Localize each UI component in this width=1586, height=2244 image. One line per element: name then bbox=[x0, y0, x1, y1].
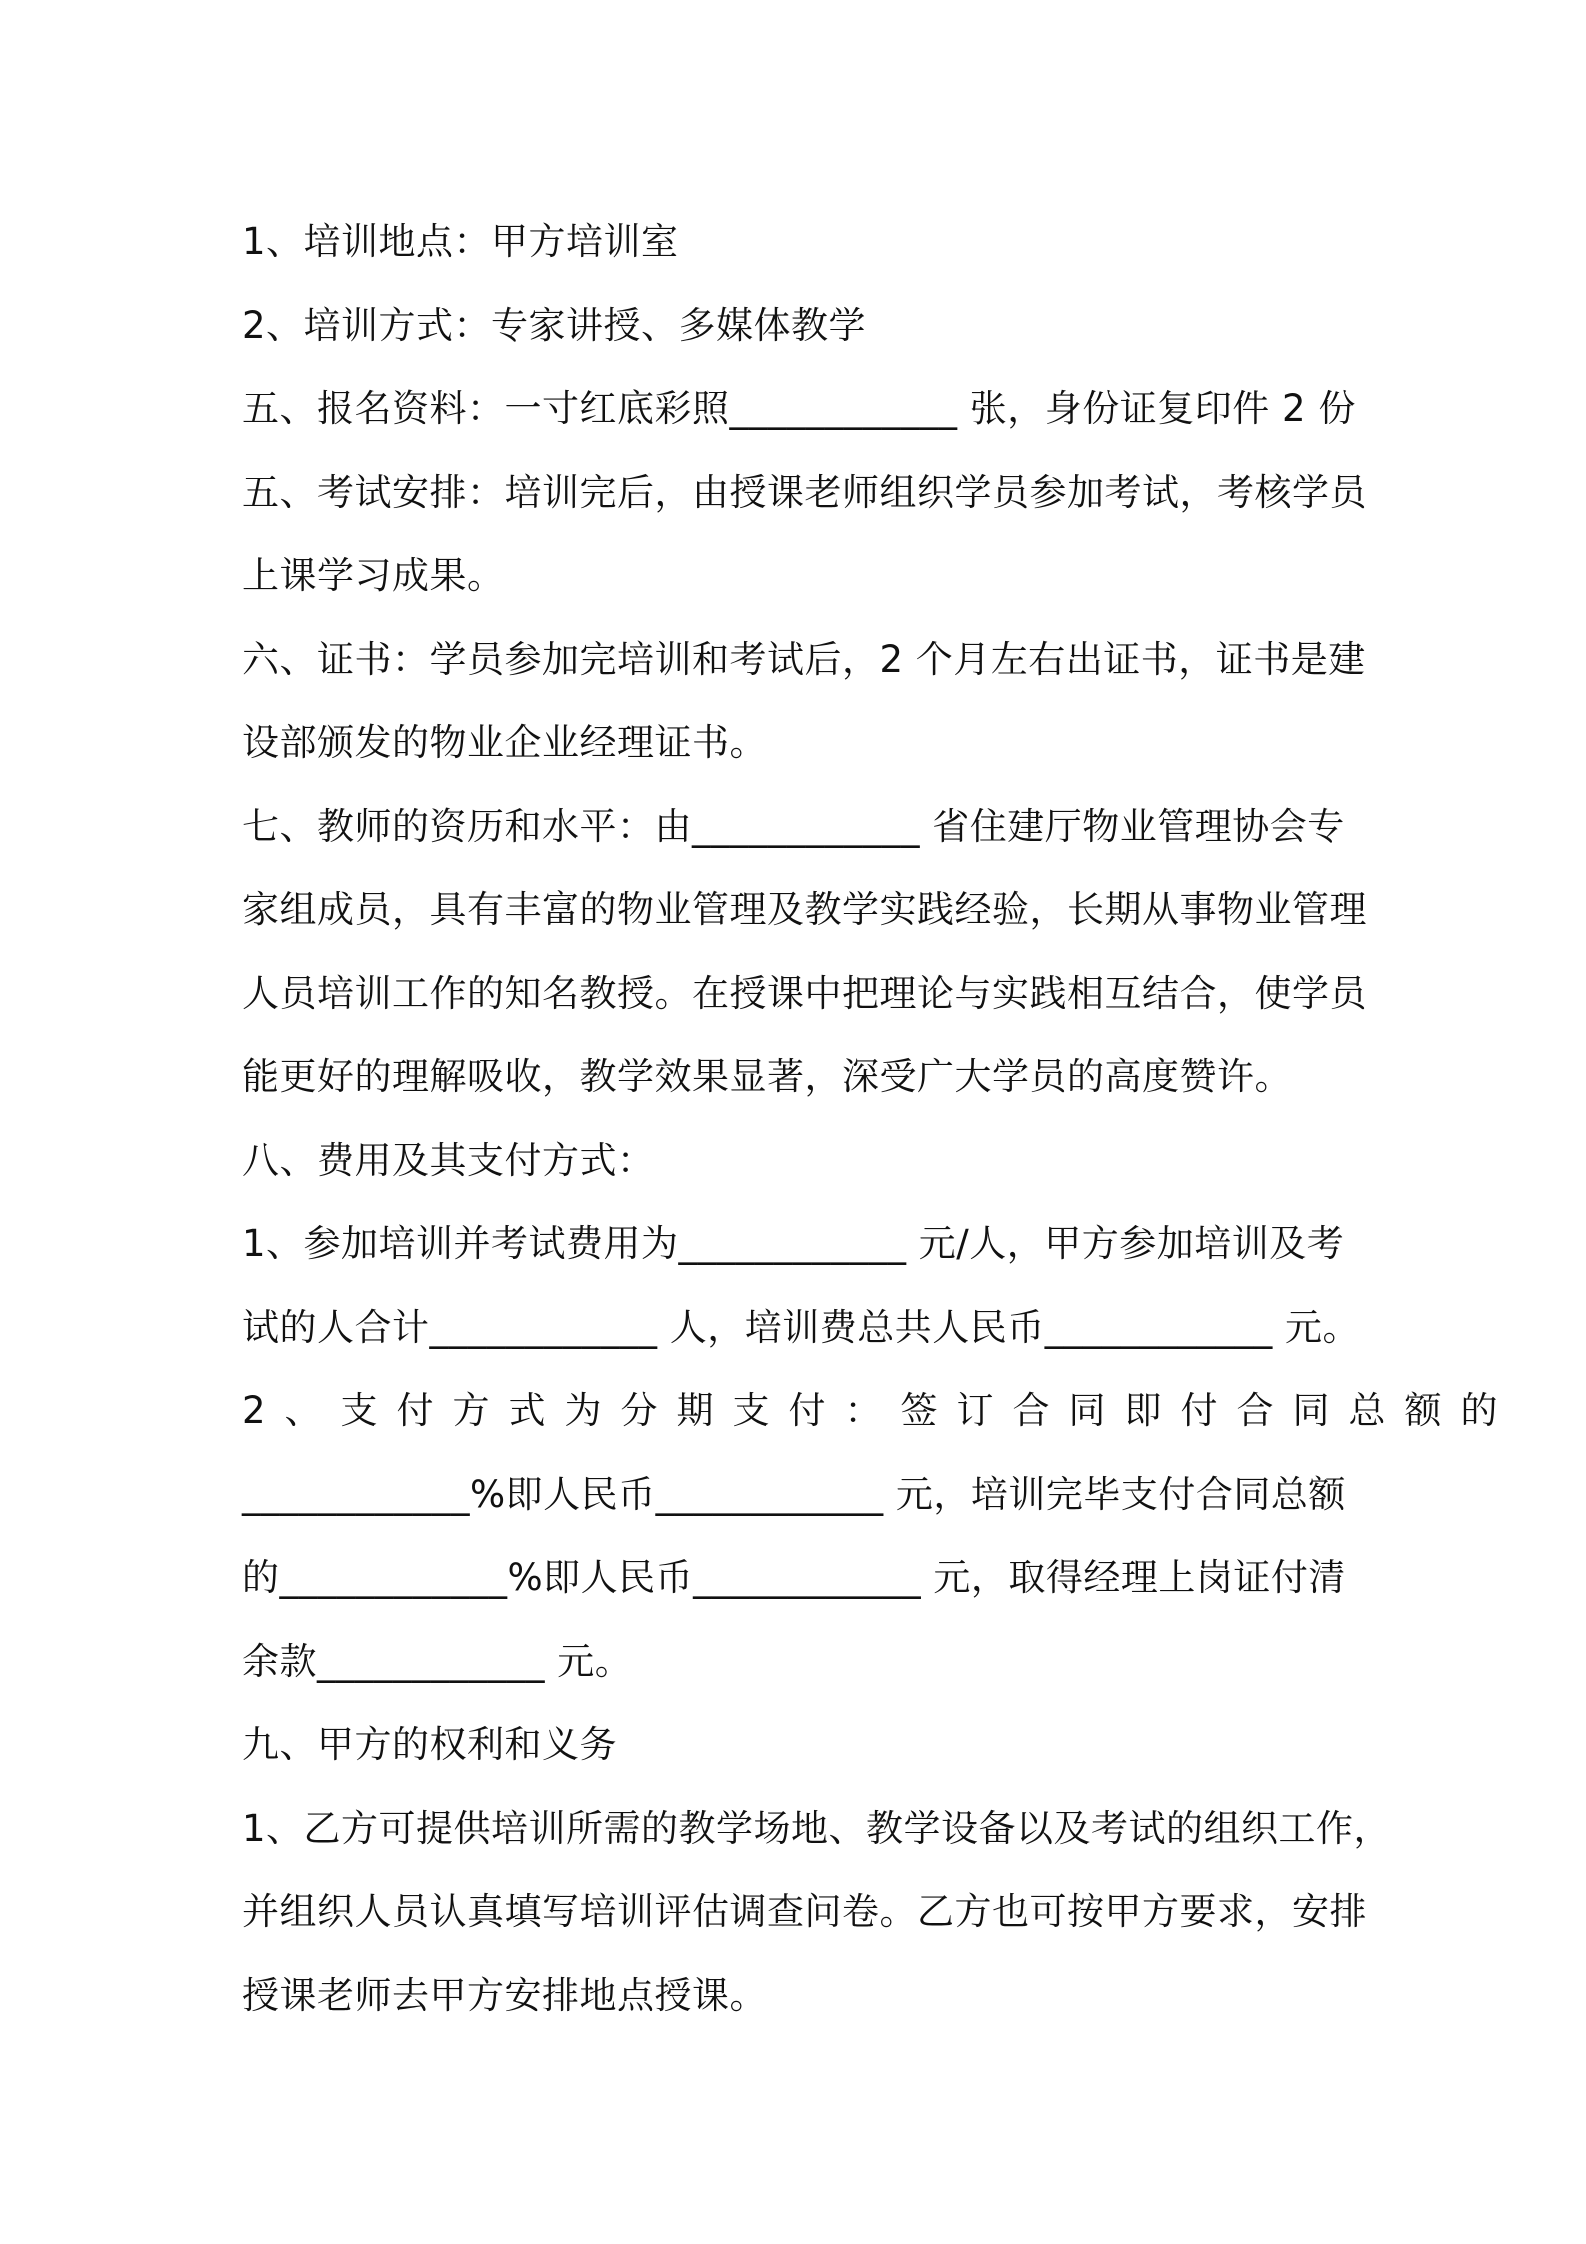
text-line: 七、教师的资历和水平：由____________ 省住建厅物业管理协会专 bbox=[242, 804, 1345, 848]
text-line: 六、证书：学员参加完培训和考试后，2 个月左右出证书，证书是建 bbox=[242, 637, 1366, 681]
text-line: 余款____________ 元。 bbox=[242, 1639, 633, 1683]
text-line: 授课老师去甲方安排地点授课。 bbox=[242, 1973, 767, 2017]
text-line: 设部颁发的物业企业经理证书。 bbox=[242, 721, 767, 764]
text-line: 1、乙方可提供培训所需的教学场地、教学设备以及考试的组织工作， bbox=[242, 1806, 1392, 1850]
text-line: 家组成员，具有丰富的物业管理及教学实践经验，长期从事物业管理 bbox=[242, 888, 1367, 931]
section-heading: 八、费用及其支付方式： bbox=[242, 1138, 655, 1182]
text-line: 2、培训方式：专家讲授、多媒体教学 bbox=[242, 303, 867, 347]
text-line: 1、参加培训并考试费用为____________ 元/人，甲方参加培训及考 bbox=[242, 1222, 1345, 1265]
text-line: 2、支付方式为分期支付：签订合同即付合同总额的 bbox=[242, 1389, 1517, 1432]
text-line: 试的人合计____________ 人，培训费总共人民币____________ 元。 bbox=[242, 1305, 1361, 1349]
text-line: 五、报名资料：一寸红底彩照____________ 张，身份证复印件 2 份 bbox=[242, 387, 1356, 430]
section-heading: 九、甲方的权利和义务 bbox=[242, 1723, 617, 1766]
text-line: 能更好的理解吸收，教学效果显著，深受广大学员的高度赞许。 bbox=[242, 1055, 1292, 1098]
text-line: 的____________%即人民币____________ 元，取得经理上岗证付清 bbox=[242, 1556, 1346, 1599]
text-line: 人员培训工作的知名教授。在授课中把理论与实践相互结合，使学员 bbox=[242, 971, 1367, 1015]
text-line: 1、培训地点：甲方培训室 bbox=[242, 220, 679, 263]
document-body bbox=[242, 200, 1517, 2037]
text-line: 上课学习成果。 bbox=[242, 554, 505, 597]
text-line: ____________%即人民币____________ 元，培训完毕支付合同总额 bbox=[242, 1472, 1346, 1516]
text-line: 并组织人员认真填写培训评估调查问卷。乙方也可按甲方要求，安排 bbox=[242, 1890, 1367, 1933]
text-line: 五、考试安排：培训完后，由授课老师组织学员参加考试，考核学员 bbox=[242, 470, 1367, 514]
